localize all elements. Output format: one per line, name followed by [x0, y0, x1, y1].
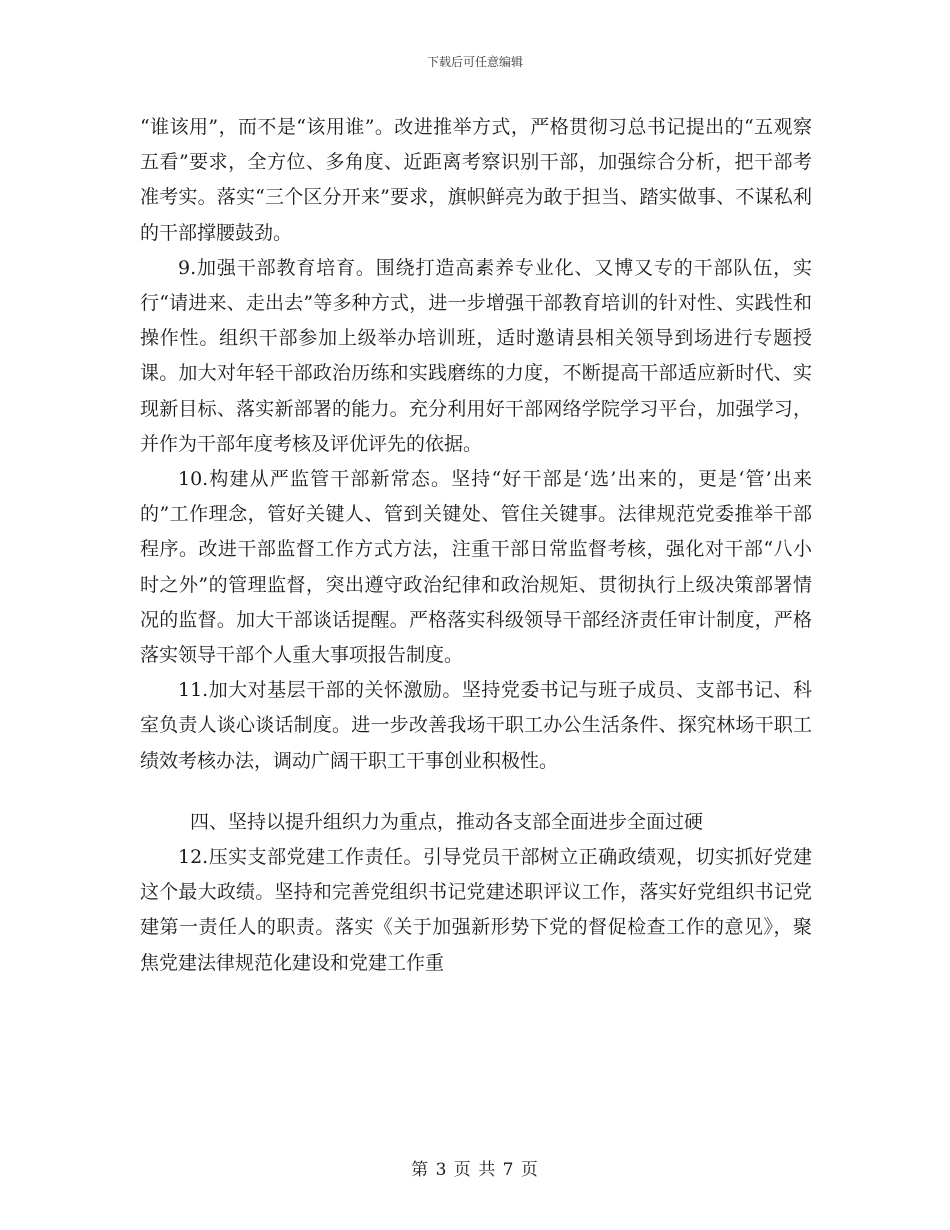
paragraph-item-9-cadre-education: 9.加强干部教育培育。围绕打造高素养专业化、又博又专的干部队伍，实行“请进来、走出去”等多种方式，进一步增强干部教育培训的针对性、实践性和操作性。组织干部参加上级举办培训班，适时邀请县相关领导到场进行专题授课。加大对年轻干部政治历练和实践磨练的力度，不断提高干部适应新时代、实现新目标、落实新部署的能力。充分利用好干部网络学院学习平台，加强学习，并作为干部年度考核及评优评先的依据。: [140, 256, 812, 455]
page-number-footer: 第 3 页 共 7 页: [411, 1160, 539, 1180]
document-body: [140, 110, 812, 981]
paragraph-item-12-branch-responsibility: 12.压实支部党建工作责任。引导党员干部树立正确政绩观，切实抓好党建这个最大政绩。坚持和完善党组织书记党建述职评议工作，落实好党组织书记党建第一责任人的职责。落实《关于加强新形势下党的督促检查工作的意见》，聚焦党建法律规范化建设和党建工作重: [140, 846, 812, 974]
paragraph-item-10-strict-supervision: 10.构建从严监管干部新常态。坚持“好干部是‘选’出来的，更是‘管’出来的”工作理念，管好关键人、管到关键处、管住关键事。法律规范党委推举干部程序。改进干部监督工作方式方法，注重干部日常监督考核，强化对干部“八小时之外”的管理监督，突出遵守政治纪律和政治规矩、贯彻执行上级决策部署情况的监督。加大干部谈话提醒。严格落实科级领导干部经济责任审计制度，严格落实领导干部个人重大事项报告制度。: [140, 468, 812, 667]
page-header: 下载后可任意编辑: [426, 55, 523, 69]
paragraph-cadre-selection: “谁该用”，而不是“该用谁”。改进推举方式，严格贯彻习总书记提出的“五观察五看”要求，全方位、多角度、近距离考察识别干部，加强综合分析，把干部考准考实。落实“三个区分开来”要求，旗帜鲜亮为敢于担当、踏实做事、不谋私利的干部撑腰鼓劲。: [140, 116, 812, 244]
section-heading-four: 四、坚持以提升组织力为重点，推动各支部全面进步全面过硬: [190, 810, 704, 833]
paragraph-item-11-grassroots-care: 11.加大对基层干部的关怀激励。坚持党委书记与班子成员、支部书记、科室负责人谈心谈话制度。进一步改善我场干职工办公生活条件、探究林场干职工绩效考核办法，调动广阔干职工干事创业积极性。: [140, 679, 812, 772]
